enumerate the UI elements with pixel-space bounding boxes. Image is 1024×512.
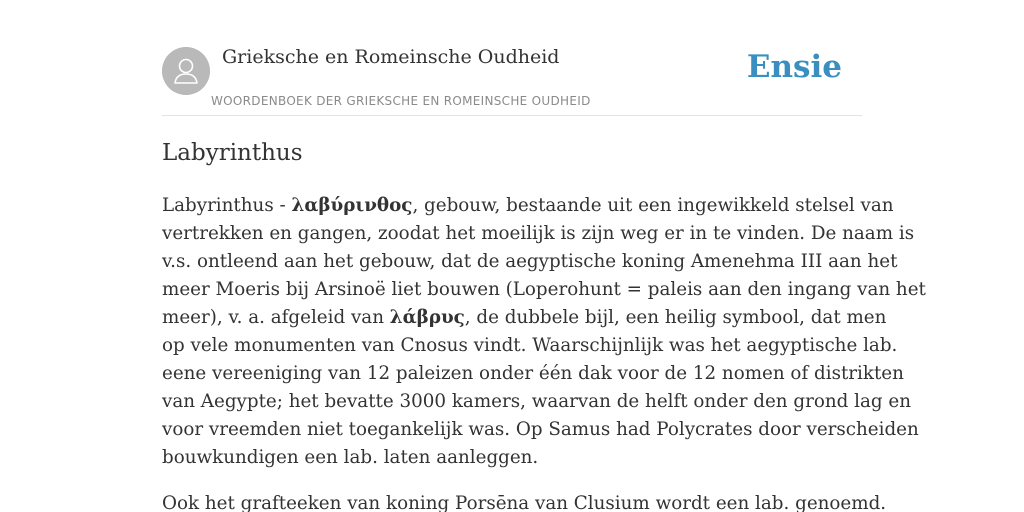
text-line: eene vereeniging van 12 paleizen onder één dak voor de 12 nomen of distrikten <box>162 363 904 384</box>
text-span: meer), v. a. afgeleid van <box>162 307 390 328</box>
source-label[interactable]: WOORDENBOEK DER GRIEKSCHE EN ROMEINSCHE OUDHEID <box>211 94 591 108</box>
avatar[interactable] <box>162 47 210 95</box>
text-line: bouwkundigen een lab. laten aanleggen. <box>162 447 539 468</box>
page-title: Labyrinthus <box>162 140 303 166</box>
text-span: , gebouw, bestaande uit een ingewikkeld stelsel van <box>412 195 894 216</box>
text-line: v.s. ontleend aan het gebouw, dat de aegyptische koning Amenehma III aan het <box>162 251 898 272</box>
text-line: Ook het grafteeken van koning Porsēna van Clusium wordt een lab. genoemd. <box>162 493 887 512</box>
author-name[interactable]: Grieksche en Romeinsche Oudheid <box>222 46 560 68</box>
text-line: op vele monumenten van Cnosus vindt. Waarschijnlijk was het aegyptische lab. <box>162 335 898 356</box>
text-line <box>162 304 887 332</box>
text-span: , de dubbele bijl, een heilig symbool, dat men <box>464 307 887 328</box>
user-silhouette-icon <box>162 47 210 95</box>
text-span: Labyrinthus - <box>162 195 292 216</box>
header <box>162 0 862 116</box>
text-line: van Aegypte; het bevatte 3000 kamers, waarvan de helft onder den grond lag en <box>162 391 911 412</box>
article-body <box>162 192 926 512</box>
text-line: voor vreemden niet toegankelijk was. Op Samus had Polycrates door verscheiden <box>162 419 919 440</box>
text-line: vertrekken en gangen, zoodat het moeilijk is zijn weg er in te vinden. De naam is <box>162 223 915 244</box>
greek-term: λαβύρινθος <box>291 195 413 216</box>
greek-term: λάβρυς <box>389 307 465 328</box>
text-line <box>162 192 894 220</box>
brand-logo[interactable]: Ensie <box>746 49 842 85</box>
text-line: meer Moeris bij Arsinoë liet bouwen (Loperohunt = paleis aan den ingang van het <box>162 279 926 300</box>
paragraph-gap <box>162 472 862 490</box>
page-container <box>162 0 926 512</box>
